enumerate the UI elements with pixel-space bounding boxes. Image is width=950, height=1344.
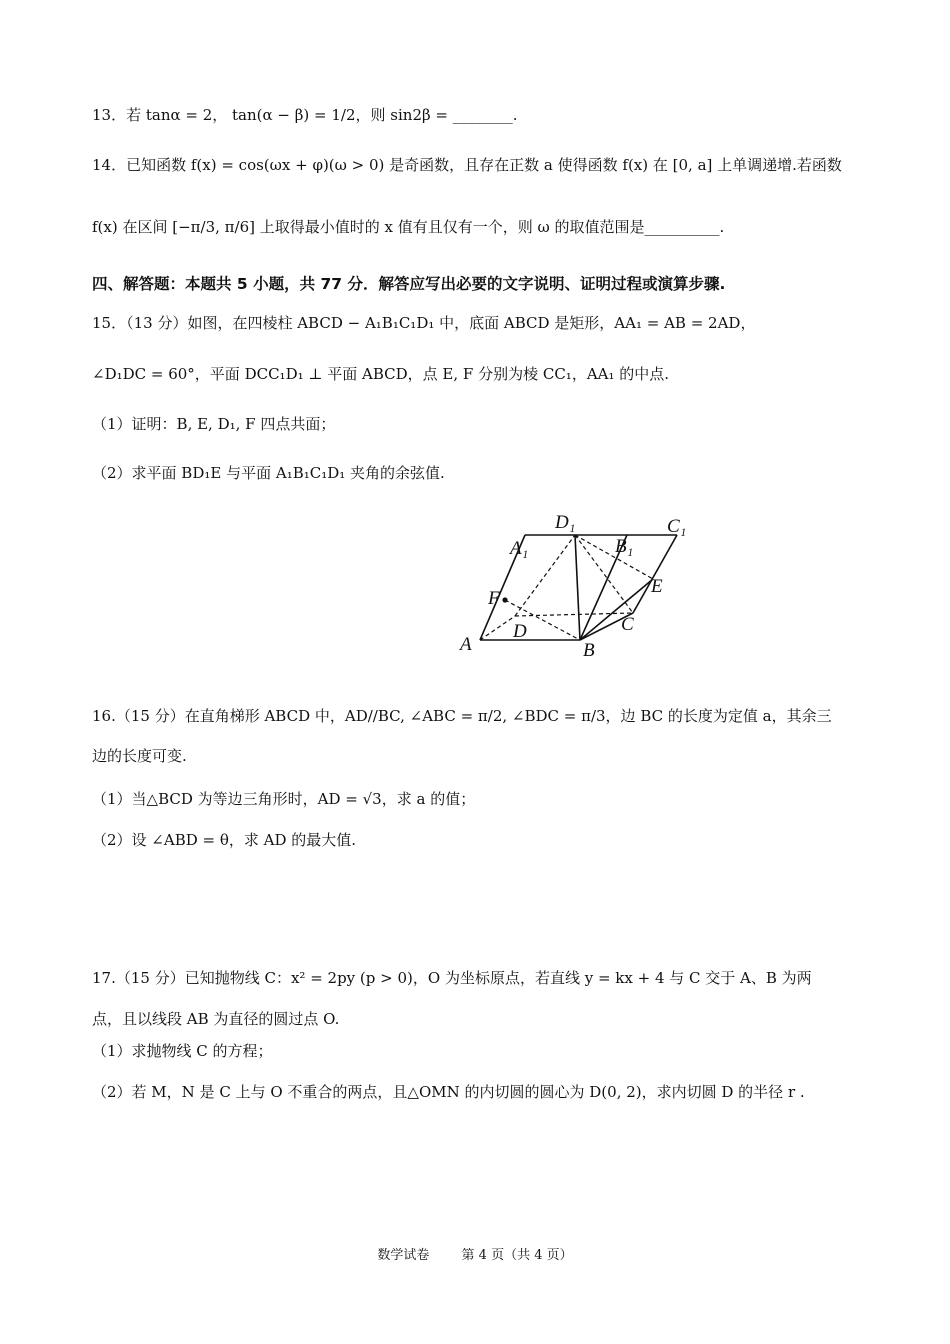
- question-16-part-1: （1）当△BCD 为等边三角形时，AD = √3，求 a 的值；: [92, 790, 476, 808]
- label-D: D: [513, 621, 527, 642]
- label-A: A: [460, 634, 472, 655]
- label-B1: B₁: [615, 536, 634, 557]
- question-15-part-2: （2）求平面 BD₁E 与平面 A₁B₁C₁D₁ 夹角的余弦值.: [92, 464, 445, 482]
- footer-subject: 数学试卷: [377, 1248, 430, 1263]
- question-17-part-2: （2）若 M，N 是 C 上与 O 不重合的两点，且△OMN 的内切圆的圆心为 D(0, 2)，求内切圆 D 的半径 r .: [92, 1083, 805, 1101]
- question-17-line-1: 17.（15 分）已知抛物线 C：x² = 2py (p > 0)，O 为坐标原点，若直线 y = kx + 4 与 C 交于 A、B 为两: [92, 969, 812, 987]
- label-E: E: [651, 576, 663, 597]
- question-15-line-1: 15．（13 分）如图，在四棱柱 ABCD − A₁B₁C₁D₁ 中，底面 ABCD 是矩形，AA₁ = AB = 2AD，: [92, 314, 756, 332]
- question-15-part-1: （1）证明：B, E, D₁, F 四点共面；: [92, 415, 336, 433]
- question-14-line-1: 14．已知函数 f(x) = cos(ωx + φ)(ω > 0) 是奇函数，且存在正数 a 使得函数 f(x) 在 [0, a] 上单调递增.若函数: [92, 156, 842, 174]
- label-C: C: [621, 614, 634, 635]
- question-14-line-2: f(x) 在区间 [−π/3, π/6] 上取得最小值时的 x 值有且仅有一个，则 ω 的取值范围是__________.: [92, 218, 725, 236]
- label-F: F: [488, 588, 500, 609]
- prism-figure: [455, 510, 705, 660]
- label-D1: D₁: [555, 512, 576, 533]
- question-16-line-1: 16.（15 分）在直角梯形 ABCD 中，AD//BC, ∠ABC = π/2, ∠BDC = π/3，边 BC 的长度为定值 a，其余三: [92, 707, 832, 725]
- question-17-line-2: 点，且以线段 AB 为直径的圆过点 O.: [92, 1010, 340, 1028]
- label-C1: C₁: [667, 516, 687, 537]
- label-B: B: [583, 640, 595, 660]
- question-15-line-2: ∠D₁DC = 60°，平面 DCC₁D₁ ⊥ 平面 ABCD，点 E, F 分别为棱 CC₁，AA₁ 的中点.: [92, 365, 670, 383]
- label-A1: A₁: [510, 538, 529, 559]
- question-16-line-2: 边的长度可变.: [92, 747, 187, 765]
- question-17-part-1: （1）求抛物线 C 的方程；: [92, 1042, 273, 1060]
- page-footer: [0, 1244, 950, 1263]
- question-16-part-2: （2）设 ∠ABD = θ，求 AD 的最大值.: [92, 831, 357, 849]
- footer-page-number: 第 4 页（共 4 页）: [461, 1248, 573, 1263]
- question-13: 13．若 tanα = 2， tan(α − β) = 1/2，则 sin2β = ________.: [92, 106, 518, 124]
- section-title: 四、解答题：本题共 5 小题，共 77 分．解答应写出必要的文字说明、证明过程或演算步骤.: [92, 275, 726, 293]
